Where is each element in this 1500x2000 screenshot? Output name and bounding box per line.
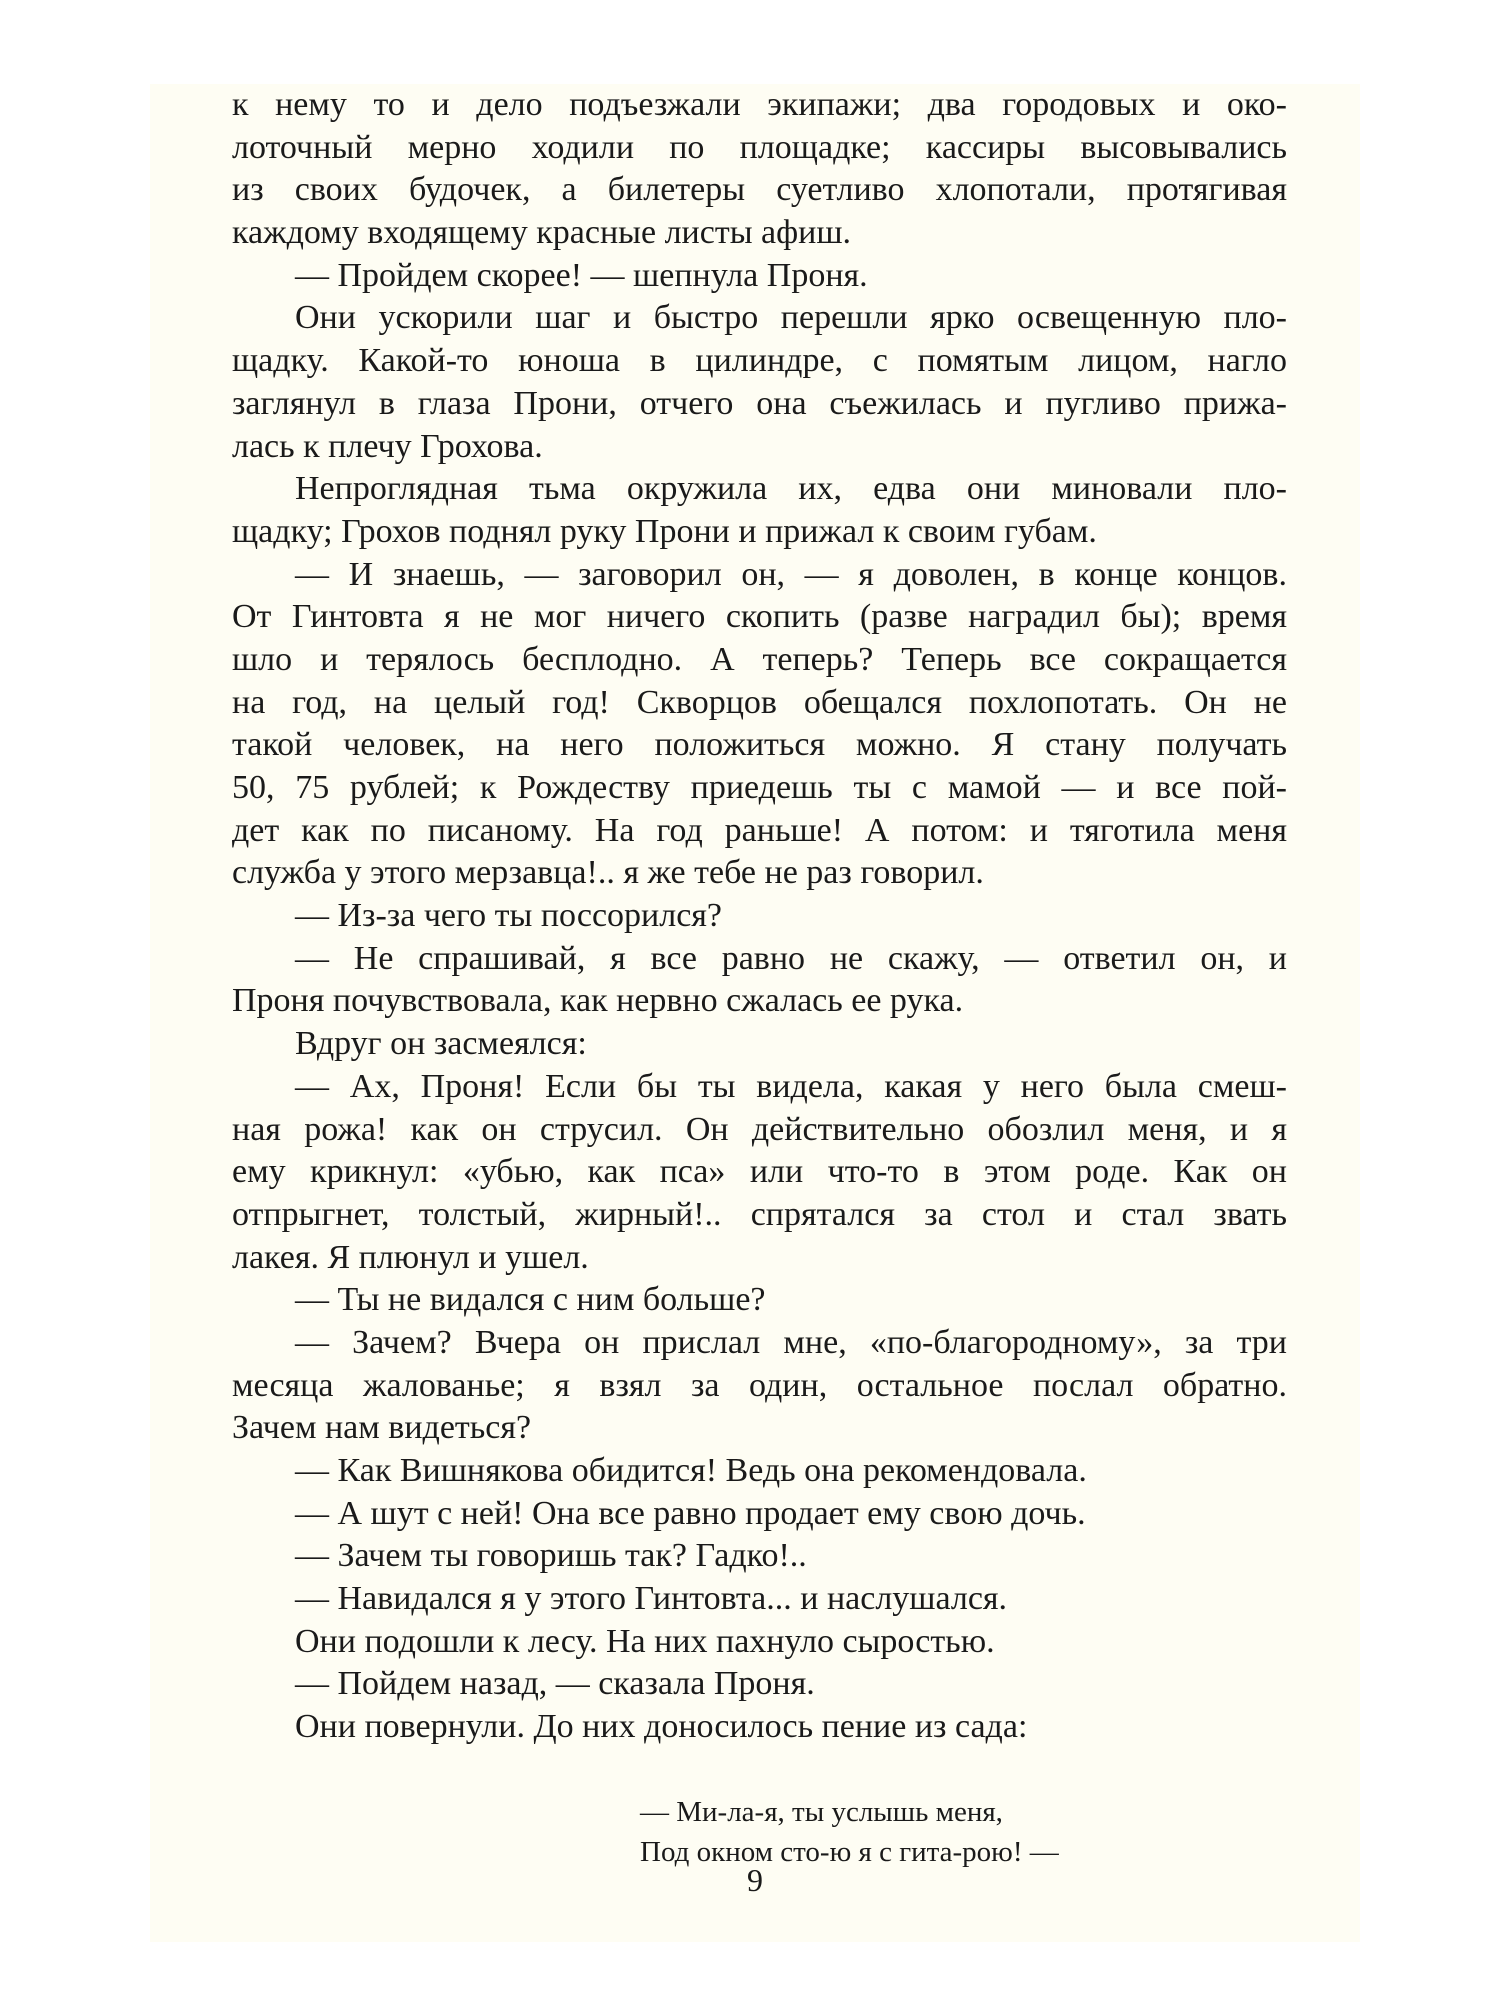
body-text: [232, 84, 1287, 1749]
text-line: из своих будочек, а билетеры суетливо хлопотали, протягивая: [232, 171, 1287, 209]
text-line: 50, 75 рублей; к Рождеству приедешь ты с мамой — и все пой-: [232, 769, 1287, 806]
text-line: служба у этого мерзавца!.. я же тебе не раз говорил.: [232, 854, 984, 892]
text-line: От Гинтовта я не мог ничего скопить (разве наградил бы); время: [232, 598, 1287, 636]
text-line: лась к плечу Грохова.: [232, 427, 543, 465]
text-line: лакея. Я плюнул и ушел.: [232, 1238, 589, 1276]
text-line: — Пройдем скорее! — шепнула Проня.: [295, 256, 868, 294]
text-line: Проня почувствовала, как нервно сжалась ее рука.: [232, 982, 964, 1020]
text-line: — Не спрашивай, я все равно не скажу, — ответил он, и: [295, 939, 1287, 977]
text-line: — Навидался я у этого Гинтовта... и наслушался.: [295, 1580, 1008, 1618]
text-line: щадку; Грохов поднял руку Прони и прижал к своим губам.: [232, 512, 1097, 550]
text-line: каждому входящему красные листы афиш.: [232, 214, 852, 252]
text-line: к нему то и дело подъезжали экипажи; два городовых и око-: [232, 86, 1287, 123]
verse-line: — Ми-ла-я, ты услышь меня,: [640, 1796, 1003, 1828]
text-line: — Как Вишнякова обидится! Ведь она рекомендовала.: [295, 1452, 1087, 1489]
verse-block: [640, 1792, 1059, 1872]
text-line: шло и терялось бесплодно. А теперь? Теперь все сокращается: [232, 640, 1287, 678]
text-line: такой человек, на него положиться можно. Я стану получать: [232, 726, 1287, 764]
page-number: 9: [747, 1862, 763, 1898]
text-line: заглянул в глаза Прони, отчего она съежилась и пугливо прижа-: [232, 384, 1287, 422]
text-line: Они ускорили шаг и быстро перешли ярко освещенную пло-: [295, 299, 1287, 337]
text-line: Зачем нам видеться?: [232, 1409, 532, 1447]
text-line: на год, на целый год! Скворцов обещался похлопотать. Он не: [232, 683, 1287, 721]
text-line: Непроглядная тьма окружила их, едва они миновали пло-: [295, 470, 1287, 508]
text-line: — Зачем? Вчера он прислал мне, «по-благородному», за три: [295, 1323, 1287, 1361]
text-line: — Из-за чего ты поссорился?: [295, 897, 723, 935]
text-line: Они повернули. До них доносилось пение из сада:: [295, 1708, 1028, 1746]
text-line: — Зачем ты говоришь так? Гадко!..: [295, 1537, 807, 1575]
text-line: — И знаешь, — заговорил он, — я доволен, в конце концов.: [295, 555, 1287, 593]
text-line: отпрыгнет, толстый, жирный!.. спрятался за стол и стал звать: [232, 1195, 1287, 1233]
text-line: ему крикнул: «убью, как пса» или что-то в этом роде. Как он: [232, 1153, 1287, 1191]
text-line: лоточный мерно ходили по площадке; кассиры высовывались: [232, 128, 1287, 166]
text-line: Вдруг он засмеялся:: [295, 1025, 587, 1063]
text-line: щадку. Какой-то юноша в цилиндре, с помятым лицом, нагло: [232, 342, 1287, 380]
text-line: Они подошли к лесу. На них пахнуло сыростью.: [295, 1622, 995, 1660]
text-line: — Пойдем назад, — сказала Проня.: [295, 1665, 815, 1703]
book-page: [150, 84, 1360, 1942]
text-line: месяца жалованье; я взял за один, остальное послал обратно.: [232, 1366, 1287, 1404]
text-line: — Ты не видался с ним больше?: [295, 1281, 766, 1319]
text-line: — А шут с ней! Она все равно продает ему свою дочь.: [295, 1494, 1086, 1532]
text-line: дет как по писаному. На год раньше! А потом: и тяготила меня: [232, 811, 1287, 849]
verse-line: Под окном сто-ю я с гита-рою! —: [640, 1836, 1059, 1868]
text-line: — Ах, Проня! Если бы ты видела, какая у него была смеш-: [295, 1067, 1287, 1105]
text-line: ная рожа! как он струсил. Он действительно обозлил меня, и я: [232, 1110, 1287, 1148]
